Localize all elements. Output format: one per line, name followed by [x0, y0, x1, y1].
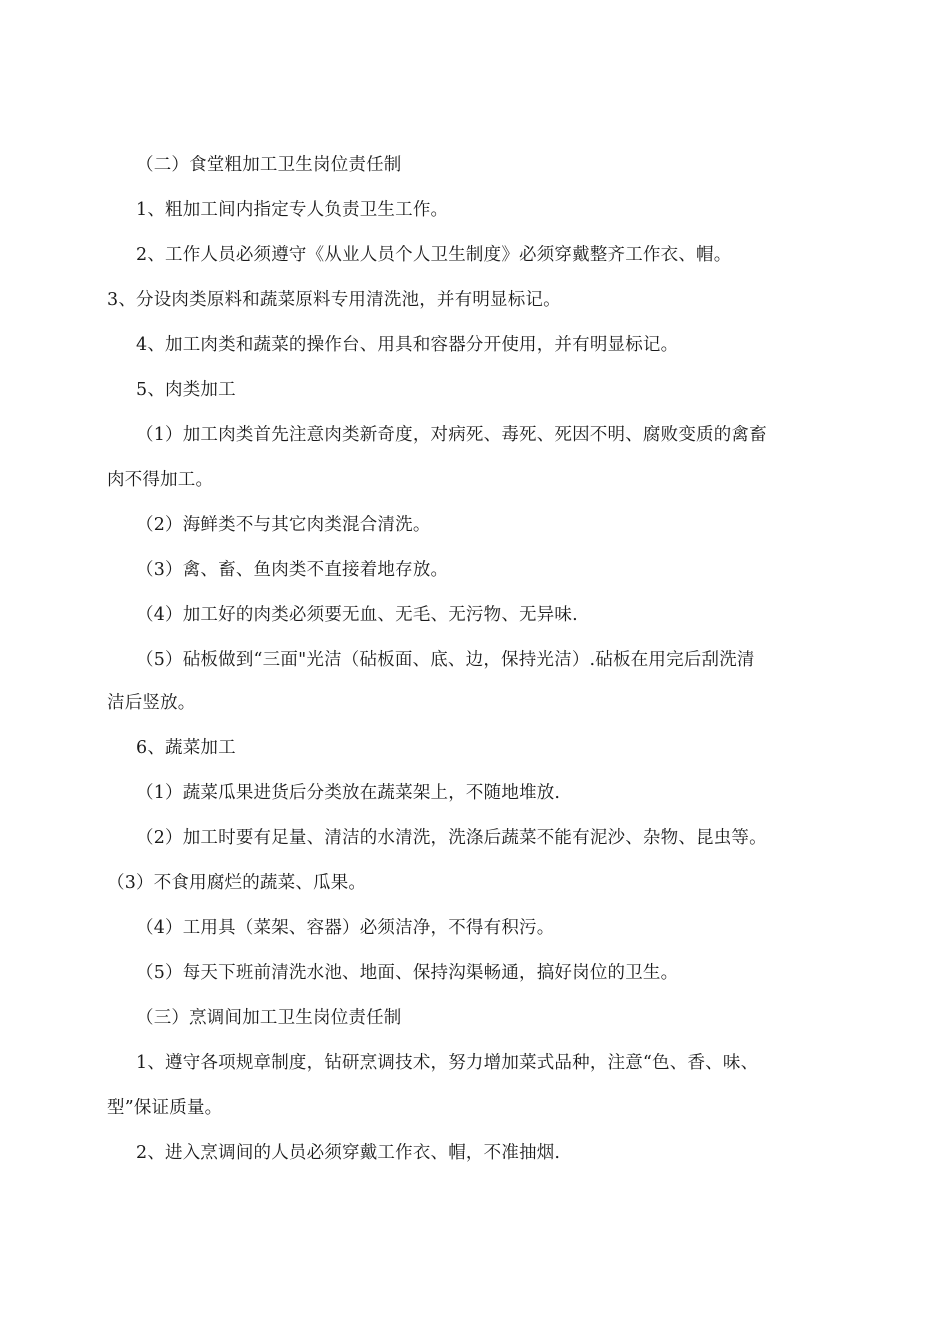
paragraph-line: 4、加工肉类和蔬菜的操作台、用具和容器分开使用，并有明显标记。 — [136, 335, 679, 355]
section-heading-rough-processing: （二）食堂粗加工卫生岗位责任制 — [136, 155, 402, 175]
paragraph-line: （1）加工肉类首先注意肉类新奇度，对病死、毒死、死因不明、腐败变质的禽畜 — [136, 425, 767, 445]
paragraph-line: （4）工用具（菜架、容器）必须洁净，不得有积污。 — [136, 918, 555, 938]
paragraph-line: （5）每天下班前清洗水池、地面、保持沟渠畅通，搞好岗位的卫生。 — [136, 963, 679, 983]
paragraph-line: （4）加工好的肉类必须要无血、无毛、无污物、无异味. — [136, 605, 578, 625]
paragraph-line: 1、遵守各项规章制度，钻研烹调技术，努力增加菜式品种，注意“色、香、味、 — [136, 1053, 759, 1073]
paragraph-line: （2）海鲜类不与其它肉类混合清洗。 — [136, 515, 431, 535]
paragraph-line: 3、分设肉类原料和蔬菜原料专用清洗池，并有明显标记。 — [107, 290, 561, 310]
subheading-vegetable-processing: 6、蔬菜加工 — [136, 738, 236, 758]
paragraph-line: （5）砧板做到“三面"光洁（砧板面、底、边，保持光洁）.砧板在用完后刮洗清 — [136, 650, 755, 670]
paragraph-line: （1）蔬菜瓜果进货后分类放在蔬菜架上，不随地堆放. — [136, 783, 561, 803]
subheading-meat-processing: 5、肉类加工 — [136, 380, 236, 400]
paragraph-line: 2、进入烹调间的人员必须穿戴工作衣、帽，不准抽烟. — [136, 1143, 561, 1163]
paragraph-line: 型”保证质量。 — [107, 1098, 223, 1118]
paragraph-line: （3）禽、畜、鱼肉类不直接着地存放。 — [136, 560, 449, 580]
paragraph-line: 洁后竖放。 — [107, 693, 196, 713]
paragraph-line: 肉不得加工。 — [107, 470, 214, 490]
section-heading-cooking-room: （三）烹调间加工卫生岗位责任制 — [136, 1008, 402, 1028]
paragraph-line: 1、粗加工间内指定专人负责卫生工作。 — [136, 200, 449, 220]
paragraph-line: 2、工作人员必须遵守《从业人员个人卫生制度》必须穿戴整齐工作衣、帽。 — [136, 245, 732, 265]
paragraph-line: （3）不食用腐烂的蔬菜、瓜果。 — [107, 873, 367, 893]
paragraph-line: （2）加工时要有足量、清洁的水清洗，洗涤后蔬菜不能有泥沙、杂物、昆虫等。 — [136, 828, 767, 848]
